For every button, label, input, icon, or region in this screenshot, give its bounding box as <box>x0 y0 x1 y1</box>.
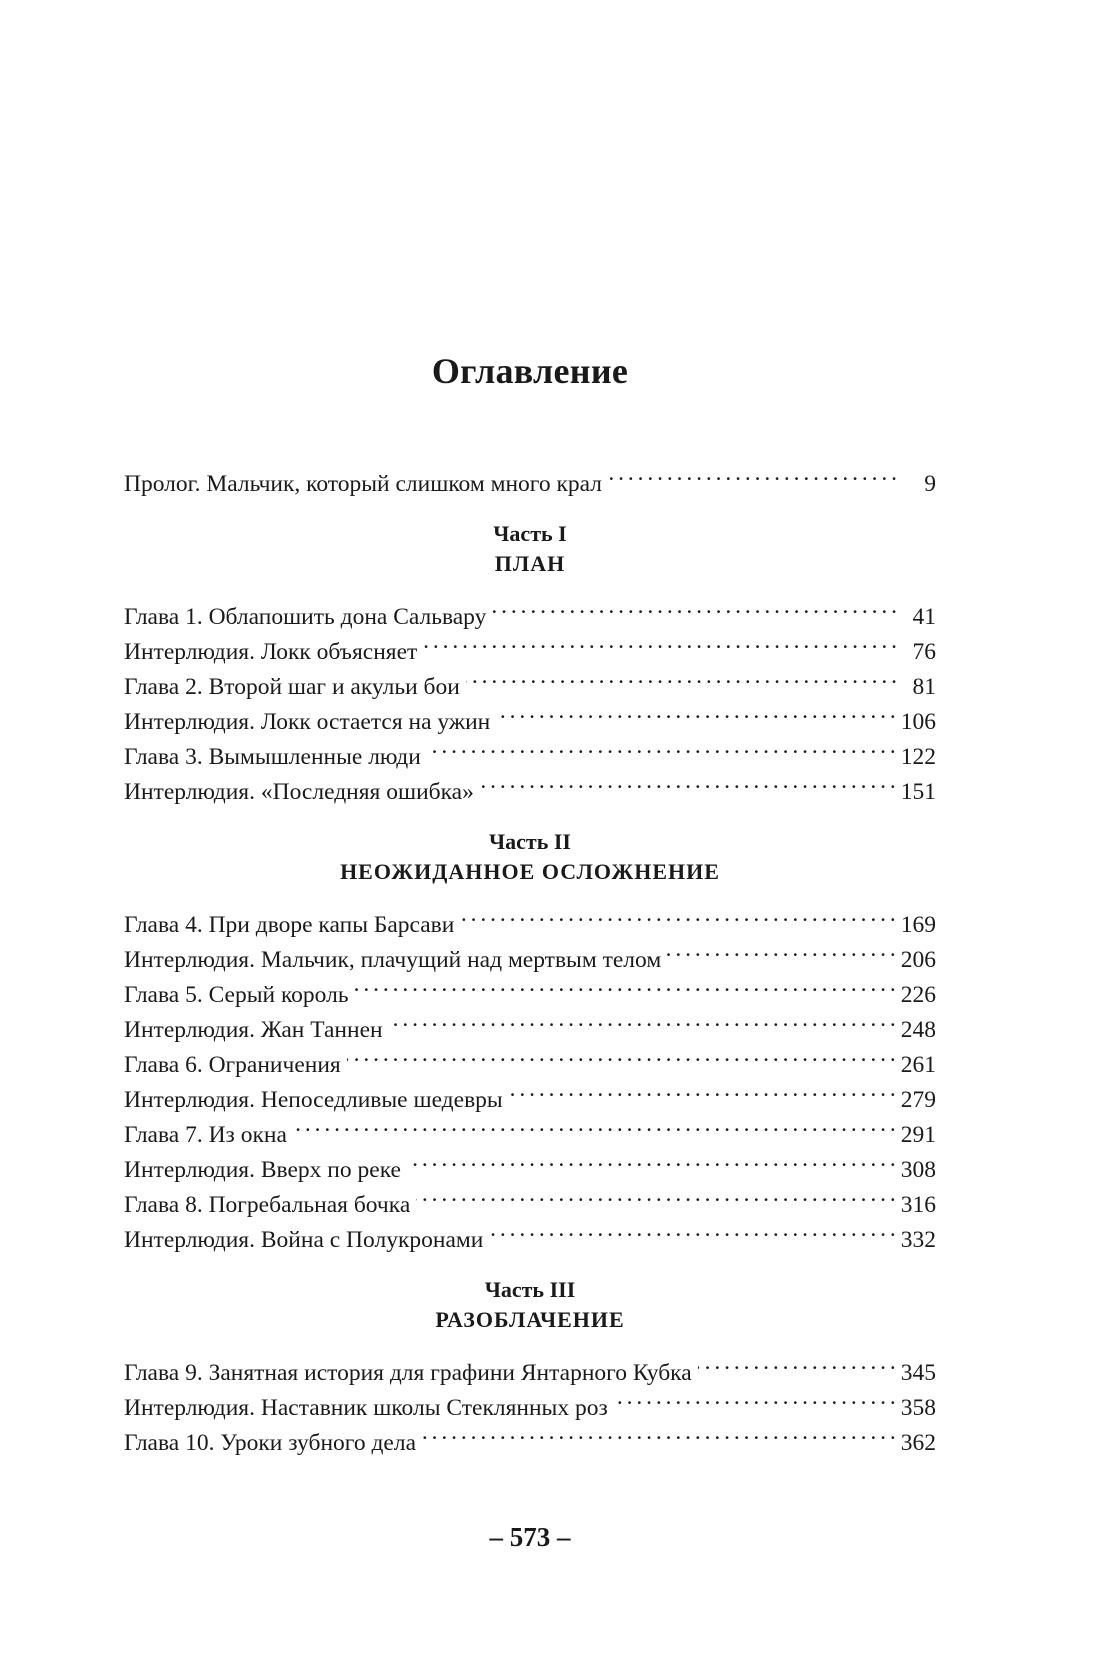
part-heading <box>124 827 936 887</box>
toc-entry-label: Глава 10. Уроки зубного дела <box>124 1430 416 1456</box>
toc-entry-label: Интерлюдия. Локк объясняет <box>124 639 418 665</box>
toc-entry-label: Интерлюдия. Вверх по реке <box>124 1157 401 1183</box>
toc-entry-page: 81 <box>912 674 936 700</box>
toc-entry-label: Глава 2. Второй шаг и акульи бои <box>124 674 460 700</box>
toc-entry-label: Глава 6. Ограничения <box>124 1052 341 1078</box>
toc-entry-label: Интерлюдия. «Последняя ошибка» <box>124 779 474 805</box>
toc-entry-page: 279 <box>900 1087 936 1113</box>
dot-leader <box>422 1415 895 1450</box>
toc-entry-page: 291 <box>900 1122 936 1148</box>
part-number: Часть III <box>484 1277 576 1302</box>
part-name: ПЛАН <box>494 551 566 576</box>
toc-entry-label: Глава 9. Занятная история для графини Янтарного Кубка <box>124 1360 692 1386</box>
dot-leader <box>466 659 896 694</box>
dot-leader <box>355 967 895 1002</box>
dot-leader <box>496 694 895 729</box>
dot-leader <box>423 624 896 659</box>
toc-entry-page: 358 <box>900 1395 936 1421</box>
dot-leader <box>407 1142 895 1177</box>
dot-leader <box>427 729 895 764</box>
toc-entry-page: 122 <box>900 744 936 770</box>
toc-entry-page: 345 <box>900 1360 936 1386</box>
page-title: Оглавление <box>431 351 629 391</box>
dot-leader <box>698 1345 895 1380</box>
dot-leader <box>492 589 896 624</box>
toc-entry-page: 169 <box>900 912 936 938</box>
toc-entry-label: Глава 5. Серый король <box>124 982 349 1008</box>
toc-entry-label: Глава 8. Погребальная бочка <box>124 1192 411 1218</box>
toc-entry-page: 76 <box>912 639 936 665</box>
toc-entry-prologue <box>124 456 936 497</box>
dot-leader <box>667 932 895 967</box>
toc-entry-label: Глава 4. При дворе капы Барсави <box>124 912 455 938</box>
dot-leader <box>293 1107 895 1142</box>
toc-entry-page: 248 <box>900 1017 936 1043</box>
toc-entry-page: 362 <box>900 1430 936 1456</box>
dot-leader <box>608 456 896 491</box>
toc-entry-page: 332 <box>900 1227 936 1253</box>
toc-entry <box>124 1345 936 1386</box>
dot-leader <box>614 1380 895 1415</box>
dot-leader <box>480 764 895 799</box>
toc-entry-page: 308 <box>900 1157 936 1183</box>
toc-entry-label: Глава 7. Из окна <box>124 1122 287 1148</box>
toc-entry-label: Интерлюдия. Мальчик, плачущий над мертвым телом <box>124 947 662 973</box>
toc-entry-label: Интерлюдия. Локк остается на ужин <box>124 709 491 735</box>
table-of-contents <box>124 456 936 1456</box>
toc-entry <box>124 589 936 630</box>
toc-entry-label: Интерлюдия. Непоседливые шедевры <box>124 1087 503 1113</box>
page-number: – 573 – <box>489 1522 571 1552</box>
toc-entry-page: 106 <box>900 709 936 735</box>
dot-leader <box>347 1037 895 1072</box>
toc-entry-label: Глава 1. Облапошить дона Сальвару <box>124 604 487 630</box>
toc-entry-label: Пролог. Мальчик, который слишком много крал <box>124 471 602 497</box>
dot-leader <box>389 1002 895 1037</box>
dot-leader <box>460 897 894 932</box>
toc-entry-label: Глава 3. Вымышленные люди <box>124 744 421 770</box>
dot-leader <box>509 1072 895 1107</box>
toc-entry-page: 261 <box>900 1052 936 1078</box>
part-name: РАЗОБЛАЧЕНИЕ <box>435 1307 625 1332</box>
toc-entry-label: Интерлюдия. Наставник школы Стеклянных роз <box>124 1395 608 1421</box>
toc-entry-page: 151 <box>900 779 936 805</box>
part-name: НЕОЖИДАННОЕ ОСЛОЖНЕНИЕ <box>340 859 720 884</box>
part-heading <box>124 519 936 579</box>
toc-entry-label: Интерлюдия. Война с Полукронами <box>124 1227 484 1253</box>
part-number: Часть I <box>493 521 567 546</box>
dot-leader <box>489 1212 894 1247</box>
toc-entry-page: 226 <box>900 982 936 1008</box>
part-number: Часть II <box>489 829 571 854</box>
toc-entry-page: 9 <box>924 471 936 497</box>
toc-entry-label: Интерлюдия. Жан Таннен <box>124 1017 383 1043</box>
toc-entry-page: 316 <box>900 1192 936 1218</box>
toc-entry-page: 206 <box>900 947 936 973</box>
toc-entry <box>124 897 936 938</box>
toc-entry-page: 41 <box>912 604 936 630</box>
dot-leader <box>416 1177 895 1212</box>
part-heading <box>124 1275 936 1335</box>
